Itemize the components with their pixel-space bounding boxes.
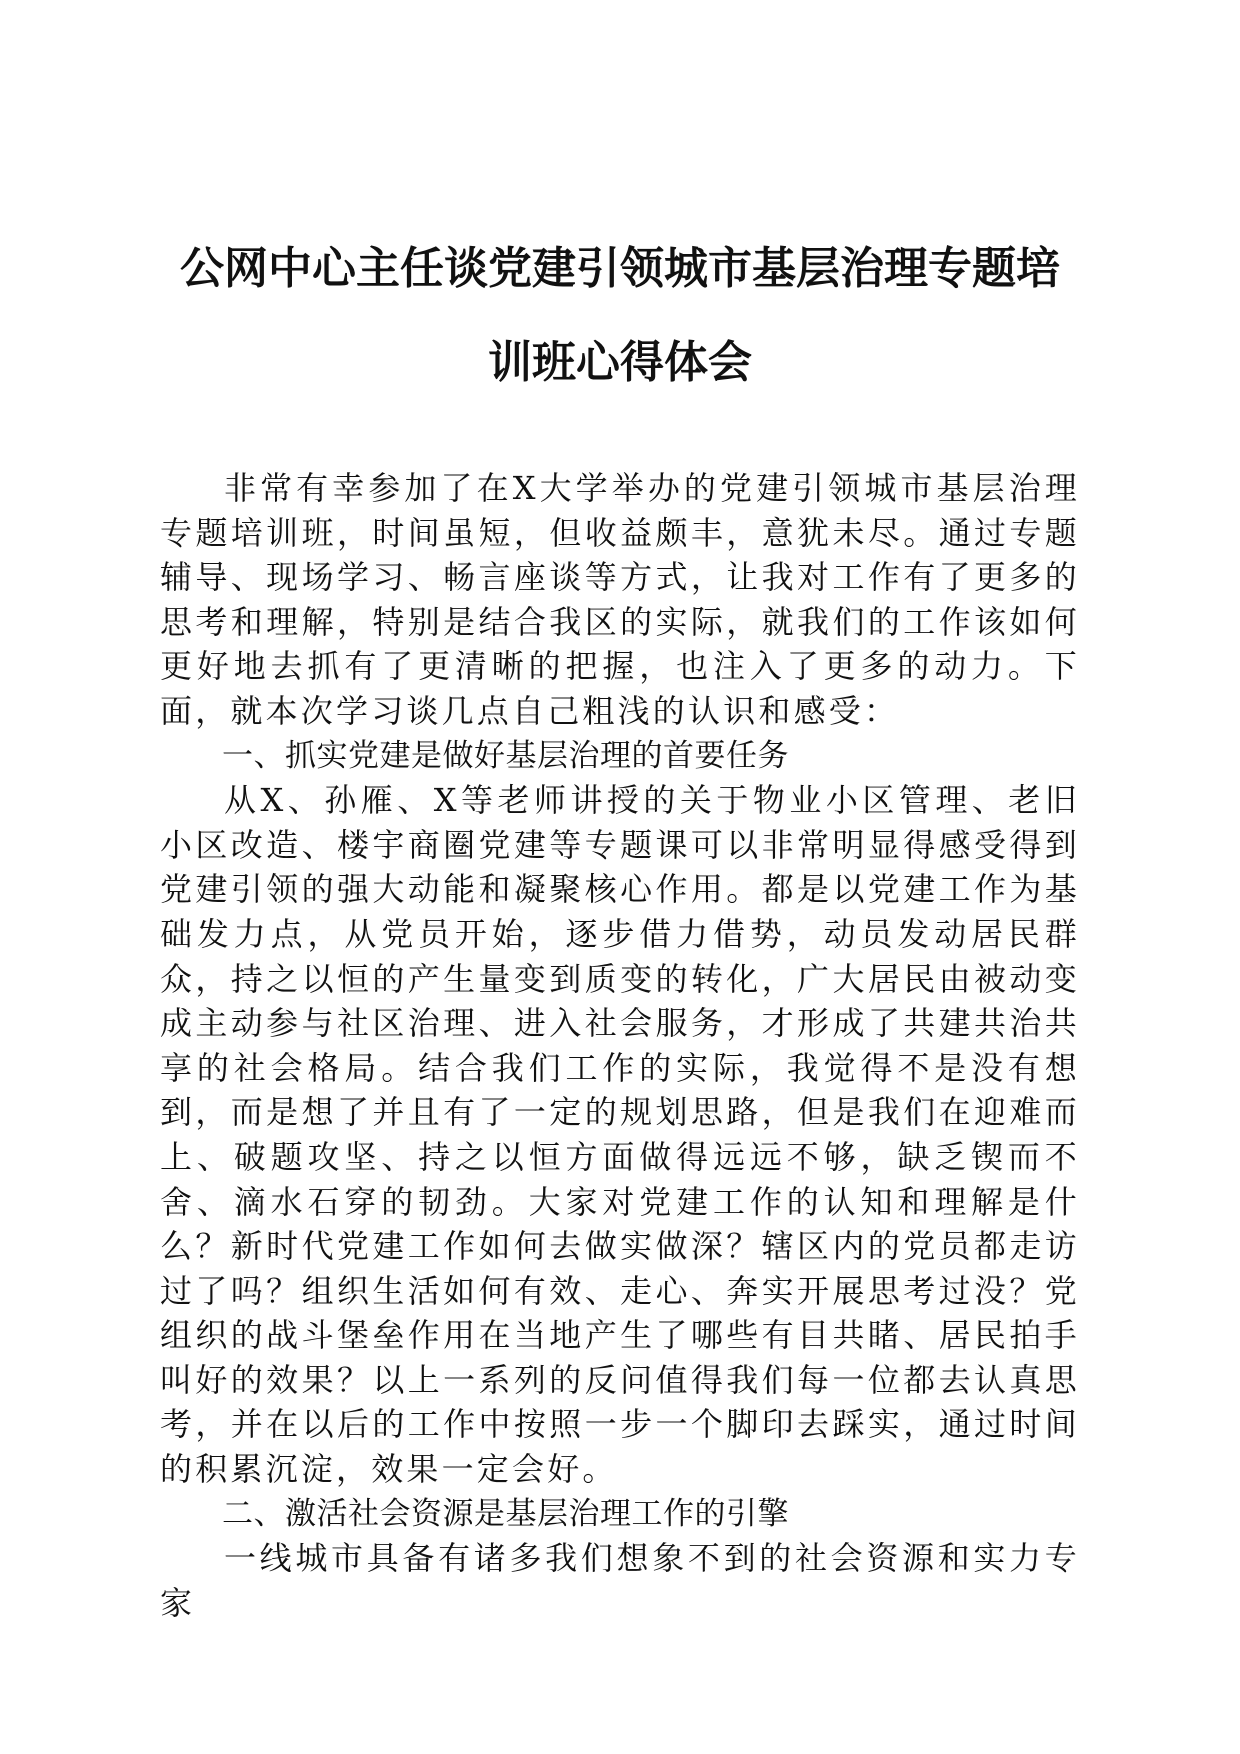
section-1-paragraph: 从X、孙雁、X等老师讲授的关于物业小区管理、老旧小区改造、楼宇商圈党建等专题课可以非常明显得感受得到党建引领的强大动能和凝聚核心作用。都是以党建工作为基础发力点，从党员开始，逐步借力借势，动员发动居民群众，持之以恒的产生量变到质变的转化，广大居民由被动变成主动参与社区治理、进入社会服务，才形成了共建共治共享的社会格局。结合我们工作的实际，我觉得不是没有想到，而是想了并且有了一定的规划思路，但是我们在迎难而上、破题攻坚、持之以恒方面做得远远不够，缺乏锲而不舍、滴水石穿的韧劲。大家对党建工作的认知和理解是什么？新时代党建工作如何去做实做深？辖区内的党员都走访过了吗？组织生活如何有效、走心、奔实开展思考过没？党组织的战斗堡垒作用在当地产生了哪些有目共睹、居民拍手叫好的效果？以上一系列的反问值得我们每一位都去认真思考，并在以后的工作中按照一步一个脚印去踩实，通过时间的积累沉淀，效果一定会好。 — [160, 781, 1080, 1489]
section-heading-2: 二、激活社会资源是基层治理工作的引擎 — [222, 1495, 789, 1532]
title-line-1: 公网中心主任谈党建引领城市基层治理专题培 — [180, 243, 1060, 294]
intro-paragraph: 非常有幸参加了在X大学举办的党建引领城市基层治理专题培训班，时间虽短，但收益颇丰，意犹未尽。通过专题辅导、现场学习、畅言座谈等方式，让我对工作有了更多的思考和理解，特别是结合我区的实际，就我们的工作该如何更好地去抓有了更清晰的把握，也注入了更多的动力。下面，就本次学习谈几点自己粗浅的认识和感受： — [160, 469, 1080, 730]
section-2-paragraph: 一线城市具备有诸多我们想象不到的社会资源和实力专家 — [160, 1539, 1080, 1622]
document-body — [160, 466, 1080, 1625]
section-heading-1: 一、抓实党建是做好基层治理的首要任务 — [222, 737, 789, 774]
title-line-2: 训班心得体会 — [488, 337, 752, 388]
document-title — [150, 222, 1090, 410]
